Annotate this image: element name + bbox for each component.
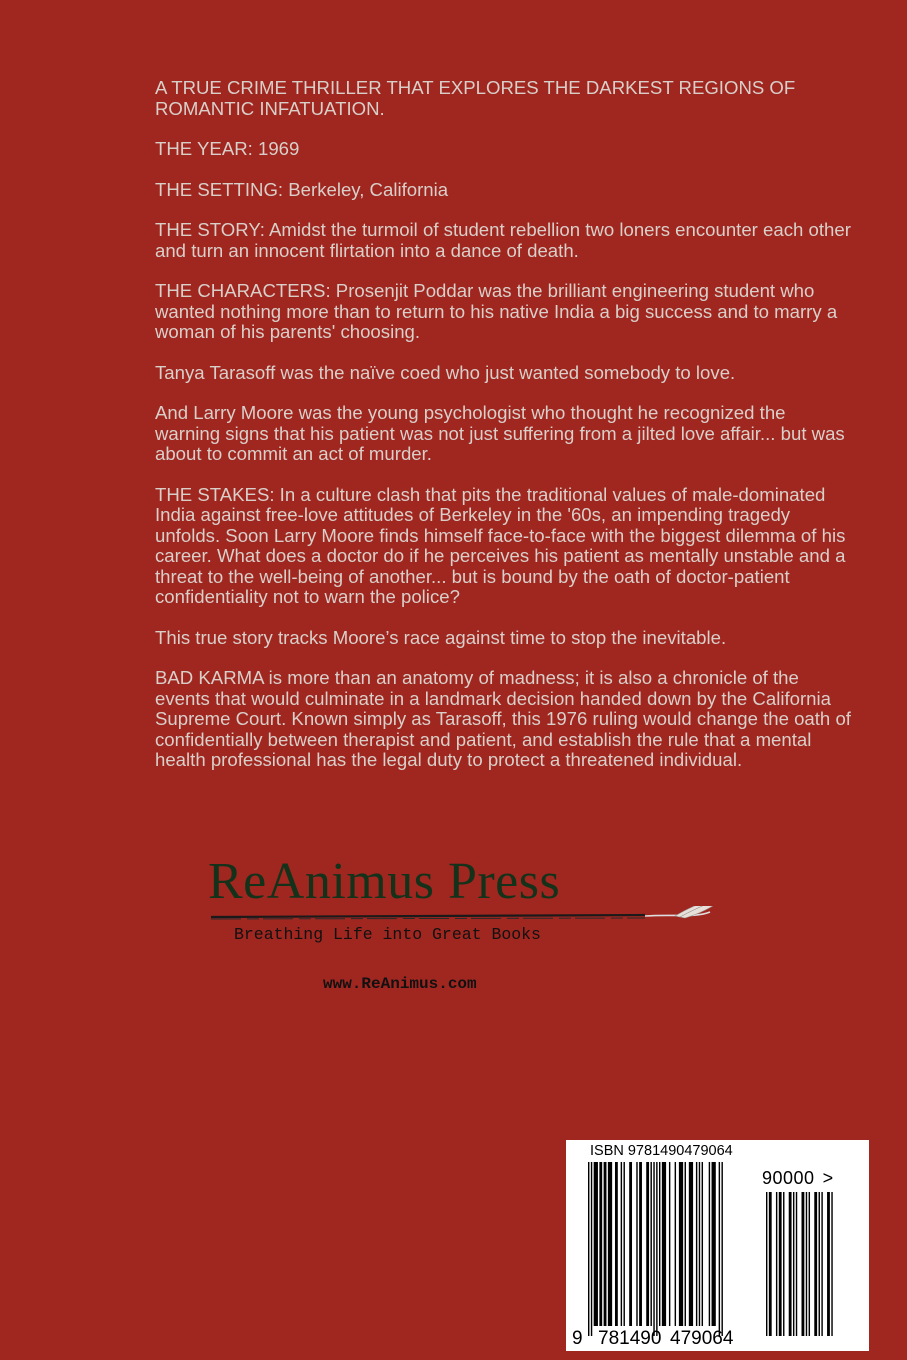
- publisher-tagline: Breathing Life into Great Books: [234, 925, 541, 944]
- isbn-barcode: [566, 1140, 869, 1351]
- back-cover-blurb: [155, 78, 855, 791]
- price-code-arrow: >: [822, 1168, 834, 1188]
- blurb-tanya: Tanya Tarasoff was the naïve coed who just wanted somebody to love.: [155, 361, 736, 383]
- price-code: [762, 1168, 834, 1189]
- ean-first-digit: 9: [572, 1328, 583, 1349]
- ean-right-digits: 479064: [670, 1328, 734, 1349]
- blurb-setting: THE SETTING: Berkeley, California: [155, 178, 449, 200]
- blurb-story: THE STORY: Amidst the turmoil of student rebellion two loners encounter each other and turn an innocent flirtation into a dance of death.: [155, 219, 851, 261]
- blurb-stakes: THE STAKES: In a culture clash that pits the traditional values of male-dominated India against free-love attitudes of Berkeley in the '60s, an impending tragedy unfolds. Soon Larry Moore finds himself face-to-face with the biggest dilemma of his career. What does a doctor do if he perceives his patient as mentally unstable and a threat to the well-being of another... but is bound by the oath of doctor-patient confidentiality not to warn the police?: [155, 483, 846, 607]
- publisher-url: www.ReAnimus.com: [323, 975, 477, 993]
- blurb-year: THE YEAR: 1969: [155, 138, 300, 159]
- blurb-characters: THE CHARACTERS: Prosenjit Poddar was the brilliant engineering student who wanted nothing more than to return to his native India a big success and to marry a woman of his parents' choosing.: [155, 280, 838, 342]
- publisher-logo: [205, 852, 745, 952]
- ean-left-digits: 781490: [598, 1328, 662, 1349]
- isbn-label: ISBN 9781490479064: [590, 1143, 733, 1159]
- blurb-bad-karma: BAD KARMA is more than an anatomy of madness; it is also a chronicle of the events that would culminate in a landmark decision handed down by the California Supreme Court. Known simply as Tarasoff, this 1976 ruling would change the oath of confidentially between therapist and patient, and establish the rule that a mental health professional has the legal duty to protect a threatened individual.: [155, 667, 851, 770]
- publisher-name: ReAnimus Press: [208, 853, 561, 910]
- quill-pen-icon: [205, 906, 745, 924]
- blurb-true-story: This true story tracks Moore’s race against time to stop the inevitable.: [155, 626, 727, 648]
- blurb-tagline: A TRUE CRIME THRILLER THAT EXPLORES THE DARKEST REGIONS OF ROMANTIC INFATUATION.: [155, 77, 796, 119]
- price-code-digits: 90000: [762, 1168, 815, 1188]
- blurb-larry: And Larry Moore was the young psychologist who thought he recognized the warning signs that his patient was not just suffering from a jilted love affair... but was about to commit an act of murder.: [155, 402, 845, 464]
